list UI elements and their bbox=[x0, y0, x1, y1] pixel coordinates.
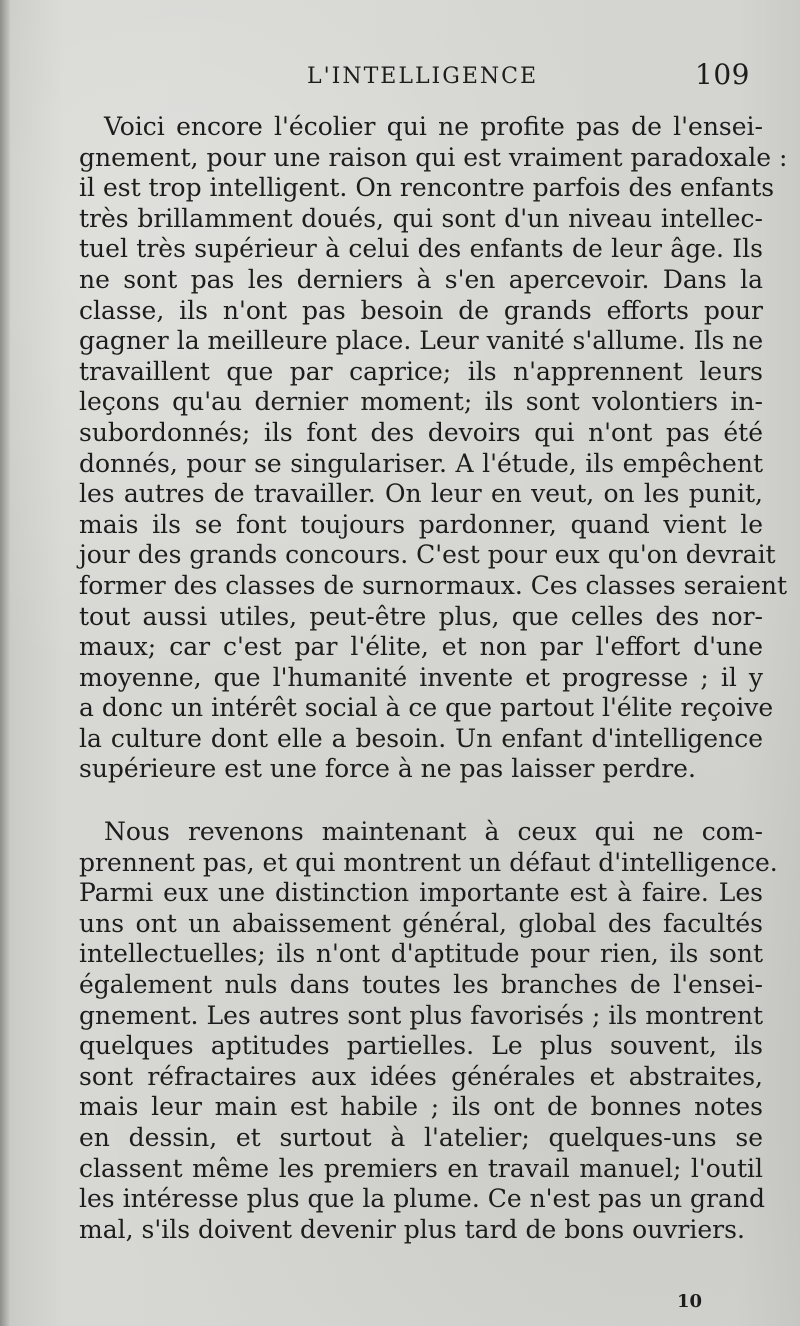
page-left-edge bbox=[0, 0, 10, 1326]
text-line: maux; car c'est par l'élite, et non par l'effort d'une bbox=[79, 632, 763, 662]
signature-mark: 10 bbox=[677, 1291, 703, 1312]
text-line: gagner la meilleure place. Leur vanité s'allume. Ils ne bbox=[79, 326, 764, 356]
text-line: uns ont un abaissement général, global des facultés bbox=[79, 908, 763, 938]
text-line: a donc un intérêt social à ce que partout l'élite reçoive bbox=[79, 693, 774, 723]
text-line: travaillent que par caprice; ils n'apprennent leurs bbox=[79, 356, 763, 386]
paragraph-2 bbox=[79, 817, 778, 1245]
text-line: jour des grands concours. C'est pour eux qu'on devrait bbox=[79, 540, 776, 570]
text-line: les autres de travailler. On leur en veut, on les punit, bbox=[79, 479, 763, 509]
page-content bbox=[79, 112, 788, 1245]
text-line: mais ils se font toujours pardonner, quand vient le bbox=[79, 509, 763, 539]
text-line: très brillamment doués, qui sont d'un niveau intellec- bbox=[79, 203, 763, 233]
paragraph-1 bbox=[79, 112, 788, 785]
text-line: classent même les premiers en travail manuel; l'outil bbox=[79, 1153, 763, 1183]
text-line: sont réfractaires aux idées générales et abstraites, bbox=[79, 1061, 763, 1091]
text-line: Voici encore l'écolier qui ne profite pas de l'ensei- bbox=[104, 112, 763, 141]
page-number: 109 bbox=[695, 58, 750, 91]
running-title: L'INTELLIGENCE bbox=[307, 64, 539, 89]
text-line: subordonnés; ils font des devoirs qui n'ont pas été bbox=[79, 417, 763, 447]
text-line: la culture dont elle a besoin. Un enfant d'intelligence bbox=[79, 723, 763, 753]
text-line: quelques aptitudes partielles. Le plus souvent, ils bbox=[79, 1031, 763, 1061]
text-line: mais leur main est habile ; ils ont de bonnes notes bbox=[79, 1092, 763, 1122]
text-line: donnés, pour se singulariser. A l'étude, ils empêchent bbox=[79, 448, 763, 478]
text-line: intellectuelles; ils n'ont d'aptitude pour rien, ils sont bbox=[79, 939, 763, 969]
text-line: ne sont pas les derniers à s'en apercevoir. Dans la bbox=[79, 264, 763, 294]
text-line: les intéresse plus que la plume. Ce n'est pas un grand bbox=[79, 1184, 765, 1214]
text-line: Parmi eux une distinction importante est à faire. Les bbox=[79, 878, 763, 908]
text-line: gnement, pour une raison qui est vraiment paradoxale : bbox=[79, 142, 788, 172]
page-header bbox=[0, 58, 800, 98]
text-line: supérieure est une force à ne pas laisser perdre. bbox=[79, 754, 696, 784]
text-line: Nous revenons maintenant à ceux qui ne com- bbox=[104, 817, 763, 847]
text-line: tuel très supérieur à celui des enfants de leur âge. Ils bbox=[79, 234, 763, 264]
text-line: tout aussi utiles, peut-être plus, que celles des nor- bbox=[79, 601, 763, 631]
text-line: former des classes de surnormaux. Ces classes seraient bbox=[79, 570, 788, 600]
text-line: également nuls dans toutes les branches de l'ensei- bbox=[79, 970, 763, 1000]
text-line: prennent pas, et qui montrent un défaut d'intelligence. bbox=[79, 847, 778, 877]
text-line: mal, s'ils doivent devenir plus tard de bons ouvriers. bbox=[79, 1214, 745, 1244]
text-line: gnement. Les autres sont plus favorisés ; ils montrent bbox=[79, 1000, 763, 1030]
text-line: moyenne, que l'humanité invente et progresse ; il y bbox=[79, 662, 763, 692]
text-line: classe, ils n'ont pas besoin de grands efforts pour bbox=[79, 295, 763, 325]
text-line: leçons qu'au dernier moment; ils sont volontiers in- bbox=[79, 387, 763, 417]
text-line: en dessin, et surtout à l'atelier; quelques-uns se bbox=[79, 1123, 763, 1152]
text-line: il est trop intelligent. On rencontre parfois des enfants bbox=[79, 173, 775, 203]
